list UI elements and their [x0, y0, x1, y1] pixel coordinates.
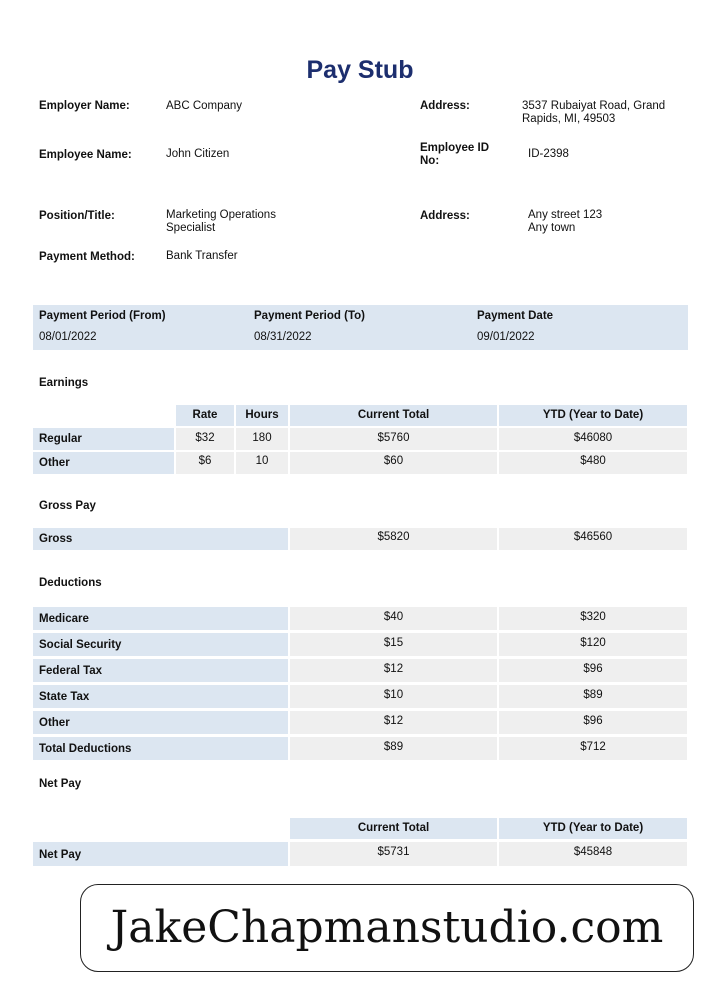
earnings-section-title: Earnings — [39, 377, 89, 389]
deduction-medicare-current: $40 — [383, 611, 404, 623]
position-label: Position/Title: — [39, 210, 115, 222]
deduction-total-ytd: $712 — [580, 741, 606, 753]
position-line1: Marketing Operations — [166, 209, 276, 221]
payment-method-label: Payment Method: — [39, 251, 135, 263]
net-header-ytd: YTD (Year to Date) — [542, 822, 644, 834]
earnings-regular-current: $5760 — [377, 432, 410, 444]
deduction-state-tax-label: State Tax — [39, 691, 90, 703]
deductions-section-title: Deductions — [39, 577, 102, 589]
deduction-other-current: $12 — [383, 715, 404, 727]
deduction-total-current: $89 — [383, 741, 404, 753]
deduction-state-tax-current: $10 — [383, 689, 404, 701]
gross-label: Gross — [39, 533, 73, 545]
deduction-federal-tax-current: $12 — [383, 663, 404, 675]
employer-name-value: ABC Company — [166, 100, 243, 112]
earnings-other-ytd: $480 — [580, 455, 606, 467]
employee-id-value: ID-2398 — [528, 148, 569, 160]
employee-address-label: Address: — [420, 210, 470, 222]
deduction-social-security-label: Social Security — [39, 639, 122, 651]
earnings-other-label: Other — [39, 457, 70, 469]
earnings-other-current: $60 — [383, 455, 404, 467]
employee-name-label: Employee Name: — [39, 149, 132, 161]
earnings-other-rate: $6 — [198, 455, 212, 467]
deduction-social-security-ytd: $120 — [580, 637, 606, 649]
gross-ytd: $46560 — [573, 531, 613, 543]
employer-address-label: Address: — [420, 100, 470, 112]
earnings-header-rate: Rate — [192, 409, 218, 421]
earnings-header-current: Current Total — [357, 409, 430, 421]
employee-id-label-line1: Employee ID — [420, 142, 490, 154]
employee-address-line2: Any town — [528, 222, 576, 234]
deduction-total-label: Total Deductions — [39, 743, 132, 755]
period-to-label: Payment Period (To) — [254, 310, 365, 322]
watermark-banner: JakeChapmanstudio.com — [80, 884, 694, 972]
net-pay-current: $5731 — [377, 846, 410, 858]
period-from-label: Payment Period (From) — [39, 310, 166, 322]
employee-address-line1: Any street 123 — [528, 209, 603, 221]
deduction-social-security-current: $15 — [383, 637, 404, 649]
net-pay-label: Net Pay — [39, 849, 82, 861]
employee-id-label-line2: No: — [420, 155, 440, 167]
gross-current: $5820 — [377, 531, 410, 543]
earnings-other-hours: 10 — [255, 455, 269, 467]
earnings-regular-label: Regular — [39, 433, 82, 445]
position-line2: Specialist — [166, 222, 216, 234]
gross-section-title: Gross Pay — [39, 500, 96, 512]
earnings-regular-rate: $32 — [195, 432, 215, 444]
net-header-current: Current Total — [357, 822, 430, 834]
table-row — [33, 711, 288, 734]
earnings-regular-hours: 180 — [252, 432, 272, 444]
payment-date-value: 09/01/2022 — [477, 331, 535, 343]
deduction-state-tax-ytd: $89 — [583, 689, 603, 701]
payment-method-value: Bank Transfer — [166, 250, 238, 262]
employer-name-label: Employer Name: — [39, 100, 130, 112]
deduction-medicare-ytd: $320 — [580, 611, 606, 623]
deduction-federal-tax-ytd: $96 — [583, 663, 603, 675]
employer-address-line1: 3537 Rubaiyat Road, Grand — [522, 100, 666, 112]
earnings-regular-ytd: $46080 — [573, 432, 613, 444]
payment-date-label: Payment Date — [477, 310, 554, 322]
deduction-federal-tax-label: Federal Tax — [39, 665, 103, 677]
period-from-value: 08/01/2022 — [39, 331, 97, 343]
period-to-value: 08/31/2022 — [254, 331, 312, 343]
deduction-medicare-label: Medicare — [39, 613, 89, 625]
employee-name-value: John Citizen — [166, 148, 230, 160]
earnings-header-ytd: YTD (Year to Date) — [542, 409, 644, 421]
net-pay-section-title: Net Pay — [39, 778, 82, 790]
deduction-other-ytd: $96 — [583, 715, 603, 727]
page-title: Pay Stub — [306, 56, 414, 84]
deduction-other-label: Other — [39, 717, 70, 729]
employer-address-line2: Rapids, MI, 49503 — [522, 113, 616, 125]
net-pay-ytd: $45848 — [573, 846, 613, 858]
earnings-header-hours: Hours — [245, 409, 279, 421]
